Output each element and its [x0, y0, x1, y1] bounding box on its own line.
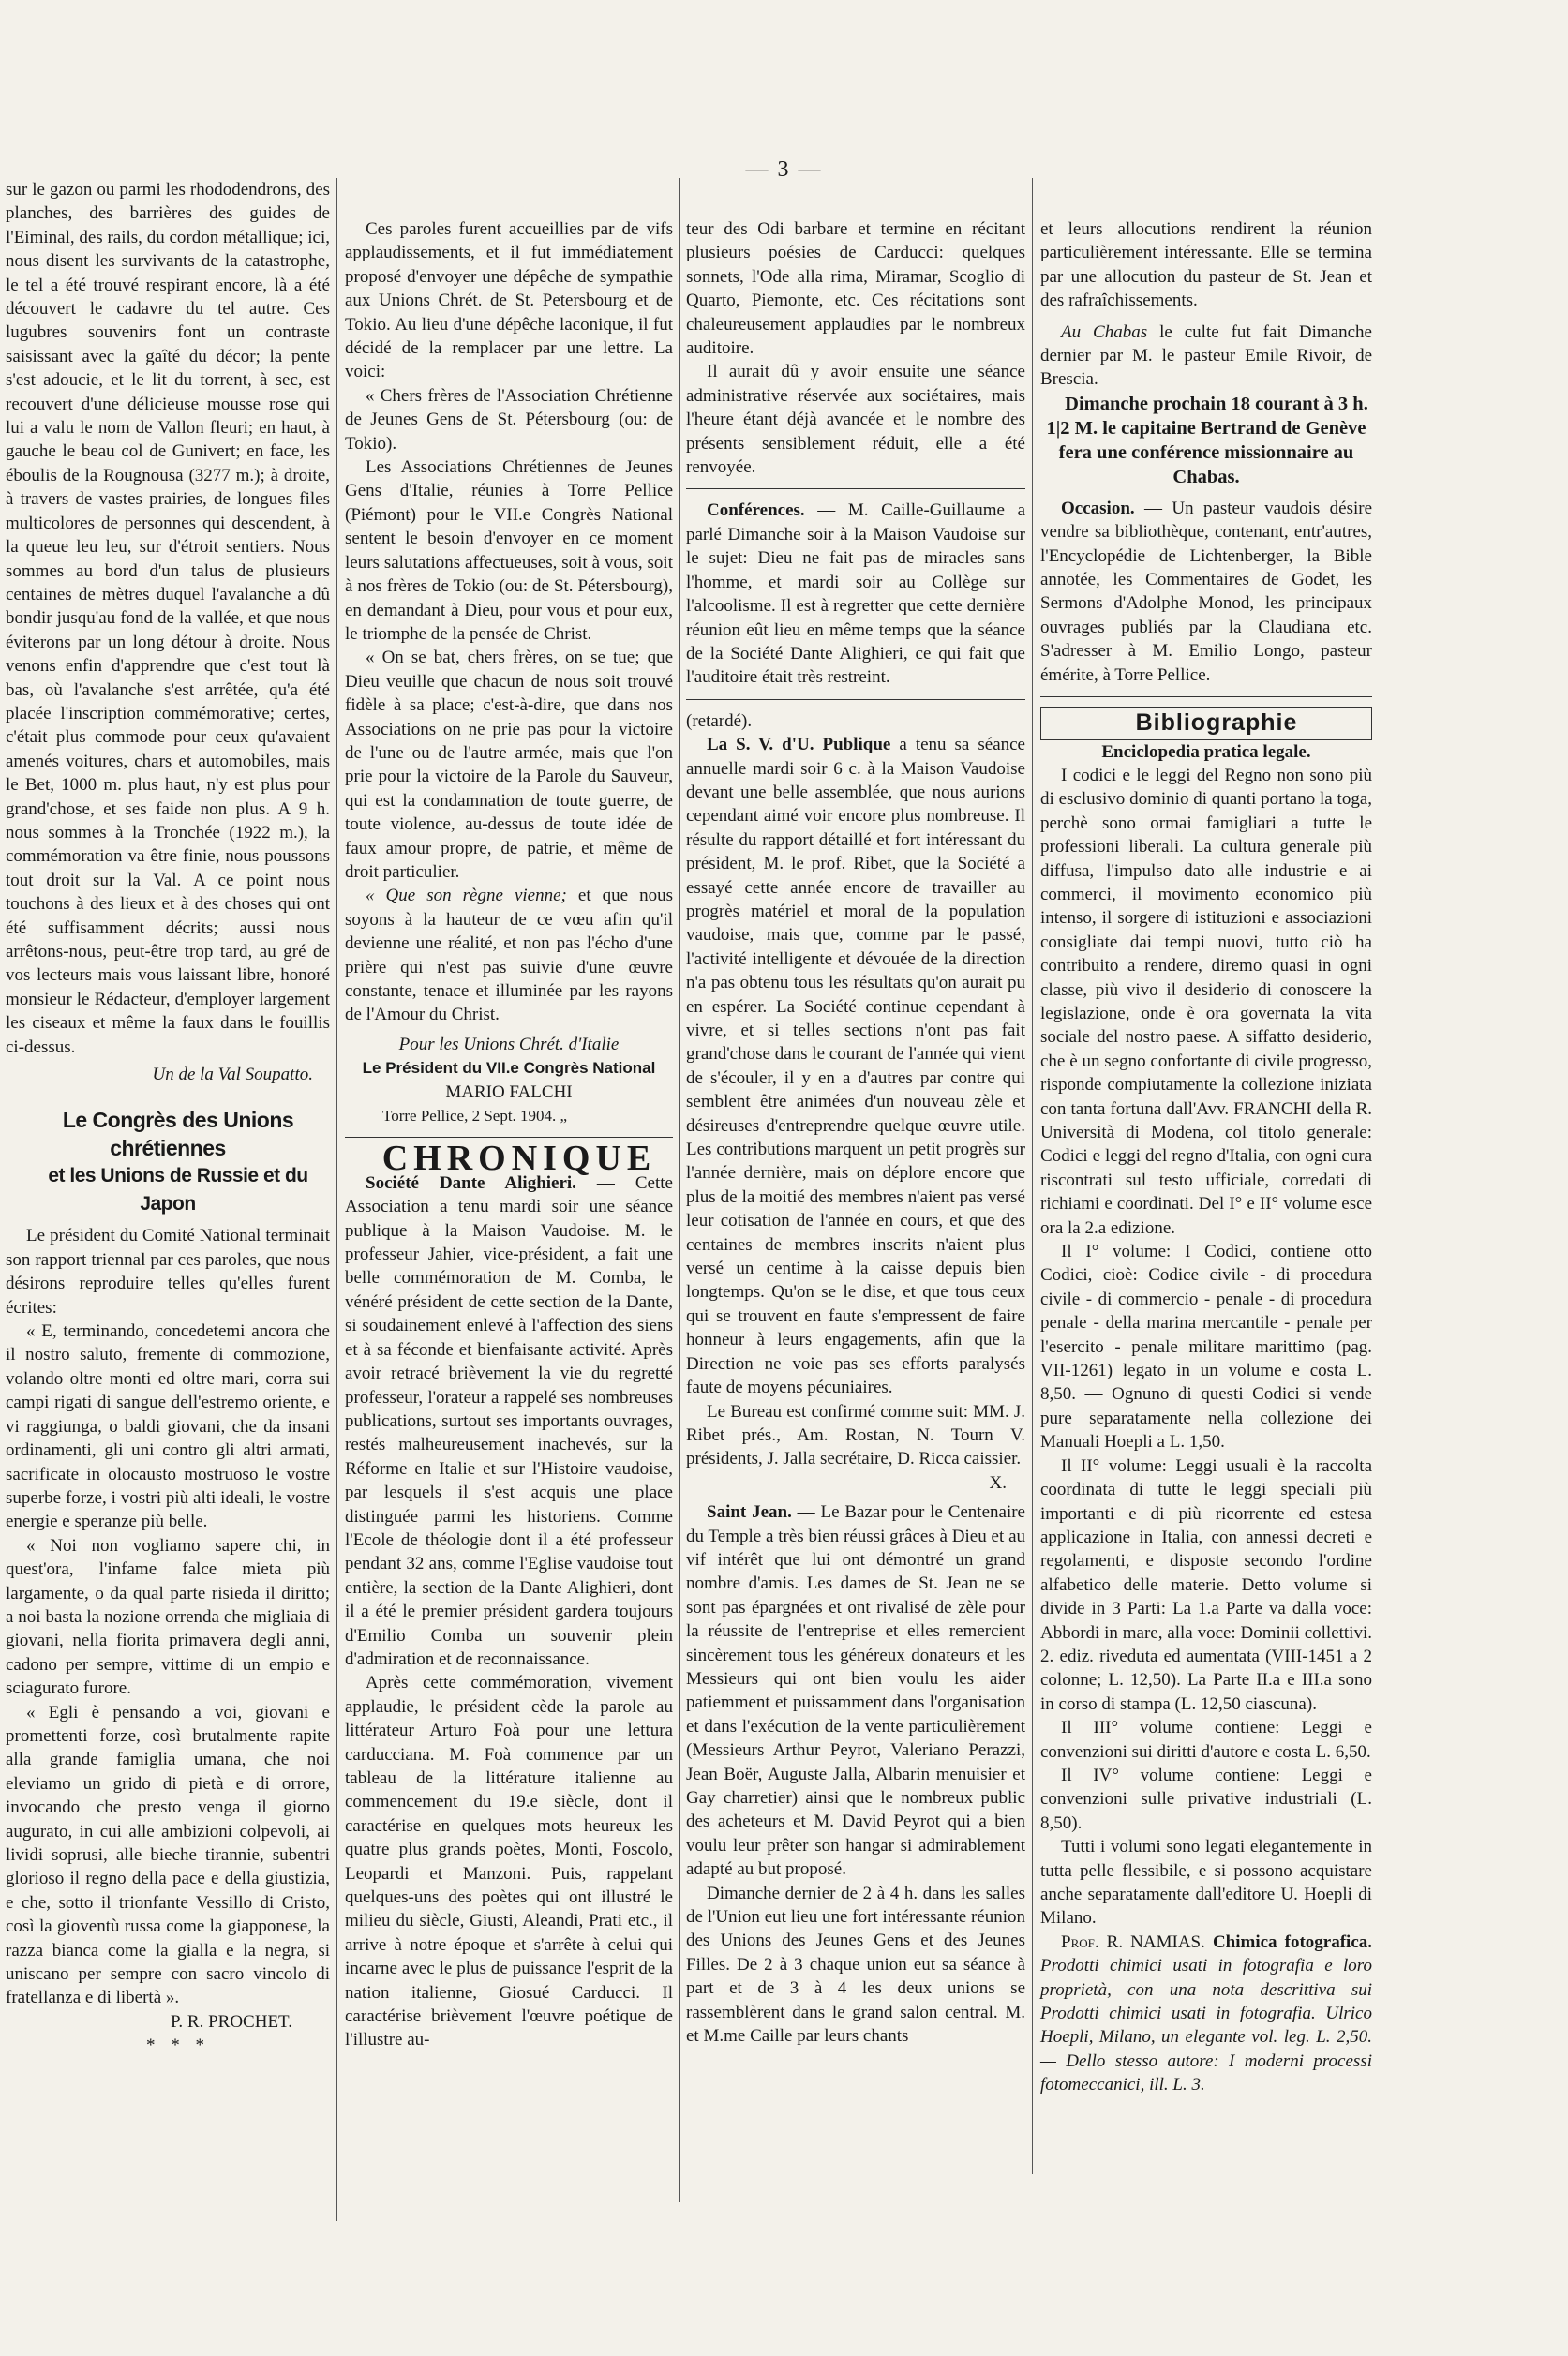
paragraph: teur des Odi barbare et termine en récitant plusieurs poésies de Carducci: quelques sonnets, l'Ode alla rima, Miramar, Scoglio di Quarto, Piemonte, etc. Ces récitations sont chaleureusement applaudies par le nombreux auditoire. [686, 219, 1025, 359]
paragraph [345, 1171, 673, 1672]
paragraph [686, 1500, 1025, 1882]
paragraph: Il II° volume: Leggi usuali è la raccolta coordinata di tutte le leggi speciali più importanti e di più ricorrente ed estesa applicazione in Italia, con annessi decreti e regolamenti, e disposte secondo l'ordine alfabetico delle materie. Detto volume si divide in 3 Parti: La 1.a Parte va dalla voce: Abbordi in mare, alla voce: Dominii collettivi. 2. ediz. riveduta ed aumentata (VIII-1451 a 2 colonne; L. 12,50). La Parte II.a e III.a sono in corso di stampa (L. 12,50 ciascuna). [1040, 1455, 1372, 1714]
item-title: Conférences. [707, 500, 805, 521]
paragraph [686, 499, 1025, 689]
column-4 [1040, 217, 1372, 2097]
paragraph: Le président du Comité National terminait son rapport triennal par ces paroles, que nous désirons reproduire telles qu'elles furent écrites: [6, 1226, 330, 1318]
paragraph [686, 733, 1025, 1399]
text-run: — Le Bazar pour le Centenaire du Temple a très bien réussi grâces à Dieu et au vif intérêt que lui ont démontré un grand nombre d'amis. Les dames de St. Jean ne se sont pas épargnées et ont rivalisé de zèle pour la réussite de l'entreprise et elles remercient sincèrement tous les généreux donateurs et les Messieurs qui ont bien voulu les aider patiemment et puissamment dans l'organisation et dans l'exécution de la vente particulièrement (Messieurs Arthur Peyrot, Valeriano Perazzi, Jean Boër, Auguste Jalla, Albarin menuisier et Gay charretier) ainsi que le nombreux public des acheteurs et M. David Peyrot qui a bien voulu leur prêter son hangar si admirablement adapté au but proposé. [686, 1502, 1025, 1880]
separator-stars: * * * [146, 2035, 210, 2056]
article-subheadline: et les Unions de Russie et du Japon [48, 1165, 308, 1215]
text-run: le culte fut fait Dimanche dernier par M. le pasteur Emile Rivoir, de Brescia. [1040, 321, 1372, 390]
paragraph: sur le gazon ou parmi les rhododendrons, des planches, des barrières des guides de l'Eiminal, des rails, du cordon métallique; ici, nous disent les survivants de la catastrophe, le tel a été trouvé respirant encore, là a été découvert le cadavre du tel autre. Ces lugubres souvenirs font un contraste saisissant avec la gaîté du décor; la pente s'est adoucie, et le lit du torrent, à sec, est recouvert d'une délicieuse mousse rose qui lui a valu le nom de Vallon fleuri; en haut, à gauche le beau col de Gunivert; en face, les éboulis de la Rougnousa (3277 m.); à droite, à travers de vastes prairies, de longues files multicolores de personnes qui descendent, à la queue leu leu, sur d'étroit sentiers. Nous sommes au bord d'un talus de plusieurs centaines de mètres duquel l'avalanche a dû bondir jusqu'au fond de la vallée, et que nous éviterons par un long détour à droite. Nous venons enfin d'apprendre que c'est tout là bas, où l'avalanche s'est arrêtée, qu'a été placée l'inscription commémorative; certes, c'était plus commode pour ceux qu'avaient amenés voitures, chars et automobiles, mais le Bet, 1000 m. plus haut, n'y est plus pour grand'chose, et ses faide non plus. A 9 h. nous sommes à la Tronchée (1922 m.), la commémoration va être finie, nous poussons tout droit sur la Val. A ce point nous touchons à des lieux et à des choses qui ont été suffisamment décrits; aussi nous arrêtons-nous, peut-être trop tard, au gré de vos lecteurs mais vous laissant libre, honoré monsieur le Rédacteur, d'employer largement les ciseaux et même la faux dans le fouillis ci-dessus. [6, 180, 330, 1057]
author: Prof. R. NAMIAS. [1061, 1931, 1205, 1952]
paragraph [1040, 497, 1372, 687]
item-title: Société Dante Alighieri. [366, 1172, 576, 1193]
paragraph: « Egli è pensando a voi, giovani e promettenti forze, così brutalmente rapite alla grande famiglia umana, che noi eleviamo un grido di pietà e di orrore, invocando che presto venga il giorno augurato, in cui alle ambizioni colpevoli, ai lividi soprusi, alle bieche tirannie, subentri glorioso il regno della pace e della giustizia, e che, sotto il trionfante Vessillo di Cristo, così la gioventù russa come la giapponese, la razza bianca come la gialla e la negra, si uniscano per sempre con sacro vincolo di fratellanza e di libertà ». [6, 1702, 330, 2008]
signature-date: Torre Pellice, 2 Sept. 1904. „ [382, 1107, 568, 1126]
paragraph: (retardé). [686, 710, 753, 731]
paragraph [345, 884, 673, 1026]
paragraph: Tutti i volumi sono legati elegantemente in tutta pelle flessibile, e si possono acquistare anche separatamente dall'editore U. Hoepli di Milano. [1040, 1837, 1372, 1929]
signature-line: Le Président du VII.e Congrès National [362, 1059, 656, 1078]
column-rule [336, 178, 337, 2221]
text-run: Prodotti chimici usati in fotografia e loro proprietà, con una nota descrittiva sui Prodotti chimici usati in fotografia. Ulrico Hoepli, Milano, un elegante vol. leg. L. 2,50. — Dello stesso autore: I moderni processi fotomeccanici, ill. L. 3. [1040, 1956, 1372, 2095]
text-run: — Un pasteur vaudois désire vendre sa bibliothèque, contenant, entr'autres, l'Encyclopédie de Lichtenberger, la Bible annotée, les Commentaires de Godet, les Sermons d'Adolphe Monod, les principaux ouvrages publiés par la Claudiana etc. S'adresser à M. Emilio Longo, pasteur émérite, à Torre Pellice. [1040, 498, 1372, 685]
paragraph: « Chers frères de l'Association Chrétienne de Jeunes Gens de St. Pétersbourg (ou: de Tokio). [345, 385, 673, 454]
divider [686, 699, 1025, 700]
divider [1040, 696, 1372, 697]
item-title: Saint Jean. [707, 1502, 792, 1523]
notice: Dimanche prochain 18 courant à 3 h. 1|2 M. le capitaine Bertrand de Genève fera une conférence missionnaire au Chabas. [1046, 393, 1368, 487]
paragraph: « On se bat, chers frères, on se tue; que Dieu veuille que chacun de nous soit trouvé fidèle à sa place; c'est-à-dire, que dans nos Associations on ne prie pas pour la victoire de l'une ou de l'autre armée, mais que l'on prie pour la victoire de la Parole du Sauveur, qui est la condamnation de toute guerre, de toute violence, au-dessus de toute idée de faux amour propre, de patrie, et même de droit particulier. [345, 648, 673, 882]
paragraph: Après cette commémoration, vivement applaudie, le président cède la parole au littérateur Arturo Foà pour une lettura carducciana. M. Foà commence par un tableau de la littérature italienne au commencement du 19.e siècle, dont il caractérise en quelques mots heureux les quatre plus grands poètes, Monti, Foscolo, Leopardi et Manzoni. Puis, rappelant quelques-uns des poètes qui ont illustré le milieu du siècle, Giusti, Aleandi, Prati etc., il arrive à notre époque et s'arrête à celui qui incarne avec le plus de puissance l'esprit de la nation italienne, Giosué Carducci. Il caractérise brièvement l'œuvre poétique de l'illustre au- [345, 1673, 673, 2050]
paragraph: « Noi non vogliamo sapere chi, in quest'ora, l'infame falce mieta più largamente, o da qual parte risieda il diritto; a noi basta la nozione orrenda che migliaia di giovani, nella fiorita primavera degli anni, cadono per sempre, vittime di un empio e sciagurato furore. [6, 1535, 330, 1699]
paragraph: Il aurait dû y avoir ensuite une séance administrative réservée aux sociétaires, mais l'heure étant déjà avancée et le nombre des présents sensiblement réduit, elle a été renvoyée. [686, 362, 1025, 478]
paragraph: Dimanche dernier de 2 à 4 h. dans les salles de l'Union eut lieu une fort intéressante réunion des Unions des Jeunes Gens et des Jeunes Filles. De 2 à 3 chaque union eut sa séance à part et de 3 à 4 les deux unions se rassemblèrent dans le grand salon central. M. et M.me Caille par leurs chants [686, 1883, 1025, 2047]
paragraph: Il IV° volume contiene: Leggi e convenzioni sulle privative industriali (L. 8,50). [1040, 1765, 1372, 1833]
paragraph [1040, 1931, 1372, 2097]
paragraph: Les Associations Chrétiennes de Jeunes Gens d'Italie, réunies à Torre Pellice (Piémont) pour le VII.e Congrès National sentent le besoin d'envoyer en ce moment leurs salutations affectueuses, soit à vous, soit à nos frères de Tokio (ou: de St. Pétersbourg), en demandant à Dieu, pour vous et pour eux, le triomphe de la pensée de Christ. [345, 457, 673, 644]
signature: Un de la Val Soupatto. [152, 1065, 313, 1085]
paragraph: Ces paroles furent accueillies par de vifs applaudissements, et il fut immédiatement proposé d'envoyer une dépêche de sympathie aux Unions Chrét. de St. Petersbourg et de Tokio. Au lieu d'une dépêche laconique, il fut décidé de la remplacer par une lettre. La voici: [345, 219, 673, 382]
column-2 [345, 217, 673, 2052]
article-headline: Le Congrès des Unions chrétiennes [62, 1108, 294, 1161]
text-run: et que nous soyons à la hauteur de ce vœu afin qu'il devienne une réalité, et non pas l'écho d'une prière qui n'est pas suivie d'une œuvre constante, tenace et illuminée par les rayons de l'Amour du Christ. [345, 886, 673, 1025]
divider [686, 488, 1025, 489]
paragraph: Le Bureau est confirmé comme suit: MM. J. Ribet prés., Am. Rostan, N. Tourn V. présidents, J. Jalla secrétaire, D. Ricca caissier. [686, 1401, 1025, 1469]
paragraph: Il III° volume contiene: Leggi e convenzioni sui diritti d'autore e costa L. 6,50. [1040, 1718, 1372, 1762]
signature-name: MARIO FALCHI [445, 1081, 573, 1102]
column-1 [6, 178, 330, 2058]
column-rule [1032, 178, 1033, 2174]
italic-run: « Que son règne vienne; [366, 886, 567, 906]
item-title: Enciclopedia pratica legale. [1101, 741, 1311, 762]
text-run: — Cette Association a tenu mardi soir une séance publique à la Maison Vaudoise. M. le professeur Jahier, vice-président, a fait une belle commémoration de M. Comba, le vénéré président de cette section de la Dante, si soudainement enlevé à l'affection des siens et à sa féconde et bienfaisante activité. Après avoir retracé brièvement la vie du regretté professeur, l'orateur a rappelé ses nombreuses publications, surtout ses importants ouvrages, restés malheureusement inachevés, sur la Réforme en Italie et sur l'Histoire vaudoise, par lesquels il s'est acquis une place distinguée parmi les historiens. Comme l'Ecole de théologie dont il a été professeur pendant 32 ans, comme l'Eglise vaudoise tout entière, la section de la Dante Alighieri, dont il a été le premier président gardera toujours d'Emilio Comba un souvenir plein d'admiration et de reconnaissance. [345, 1172, 673, 1669]
item-title: Au Chabas [1061, 321, 1148, 342]
text-run: a tenu sa séance annuelle mardi soir 6 c. à la Maison Vaudoise devant une belle assemblée, que nous aurions cependant aimé voir encore plus nombreuse. Il résulte du rapport détaillé et fort intéressant du président, M. le prof. Ribet, que la Société a essayé cette année encore de travailler au progrès matériel et moral de la population vaudoise, mais que, comme par le passé, l'activité intelligente et dévouée de la direction n'a pas obtenu tous les résultats qu'on aurait pu en espérer. La Société continue cependant à vivre, et si telles sections n'ont pas fait grand'chose dans le courant de l'année qui vient de s'écouler, il y en a d'autres par contre qui semblent être animées d'un nouveau zèle et désireuses d'entreprendre quelque œuvre utile. Les contributions marquent un petit progrès sur l'année dernière, mais on déplore encore que plus de la moitié des membres n'aient pas versé leur cotisation de l'année en cours, et que des centaines de membres inscrits n'aient plus versé un centime à la caisse depuis bien longtemps. Qu'on se le dise, et que tous ceux qui se trouvent en faute s'empressent de faire honneur à leurs engagements, afin que la Direction ne voie pas ses efforts paralysés faute de moyens pécuniaires. [686, 735, 1025, 1398]
column-rule [679, 178, 680, 2202]
paragraph: Il I° volume: I Codici, contiene otto Codici, cioè: Codice civile - di procedura civile - di commercio - penale - di procedura penale - della marina mercantile - penale per l'esercito - penale militare marittimo (pag. VII-1261) legato in un volume e costa L. 8,50. — Ognuno di questi Codici si vende pure separatamente nella collezione dei Manuali Hoepli a L. 1,50. [1040, 1242, 1372, 1453]
item-title: La S. V. d'U. Publique [707, 735, 891, 755]
page-number: — 3 — [745, 157, 823, 182]
column-3 [686, 217, 1025, 2048]
signature: P. R. PROCHET. [170, 2011, 292, 2032]
item-title: Chimica fotografica. [1204, 1931, 1372, 1952]
section-title: CHRONIQUE [381, 1139, 657, 1179]
text-run: — M. Caille-Guillaume a parlé Dimanche soir à la Maison Vaudoise sur le sujet: Dieu ne fait pas de miracles sans l'homme, et mardi soir au Collège sur l'alcoolisme. Il est à regretter que cette dernière réunion eût lieu en même temps que la séance de la Société Dante Alighieri, ce qui fait que l'auditoire était très restreint. [686, 500, 1025, 688]
section-title: Bibliographie [1040, 707, 1372, 739]
paragraph: et leurs allocutions rendirent la réunion particulièrement intéressante. Elle se termina par une allocution du pasteur de St. Jean et des rafraîchissements. [1040, 219, 1372, 311]
paragraph [1040, 321, 1372, 392]
divider [345, 1137, 673, 1138]
paragraph: I codici e le leggi del Regno non sono più di esclusivo dominio di quanti portano la toga, perchè sono ormai famigliari a tutte le professioni liberali. La cultura generale più diffusa, l'impulso dato alle industrie e ai commerci, il movimento economico più intenso, il sorgere di istituzioni e associazioni consigliate dai tempi nuovi, tutto ciò ha contribuito a rendere, diremo quasi in ogni classe, più vivo il desiderio di conoscere la legislazione, onde è ora governata la vita sociale del nostro paese. A siffatto desiderio, che è un segno confortante di civile progresso, risponde compiutamente la collezione iniziata con tanta fortuna dall'Avv. FRANCHI della R. Università di Modena, col titolo generale: Codici e leggi del regno d'Italia, con ogni cura riscontrati sul testo ufficiale, corredati di richiami e coordinati. Del I° e II° volume esce ora la 2.a edizione. [1040, 765, 1372, 1238]
item-title: Occasion. [1061, 498, 1135, 518]
signature: X. [989, 1472, 1007, 1493]
paragraph: « E, terminando, concedetemi ancora che il nostro saluto, fremente di commozione, volando oltre monti ed oltre mari, corra sui campi rigati di sangue dell'estremo oriente, e vi raggiunga, o baldi giovani, che da insani ordinamenti, gli uni contro gli altri armati, sacrificate in olocausto mostruoso le vostre superbe forze, i vostri più alti ideali, le vostre energie e speranze più belle. [6, 1321, 330, 1532]
signature-line: Pour les Unions Chrét. d'Italie [398, 1034, 620, 1054]
